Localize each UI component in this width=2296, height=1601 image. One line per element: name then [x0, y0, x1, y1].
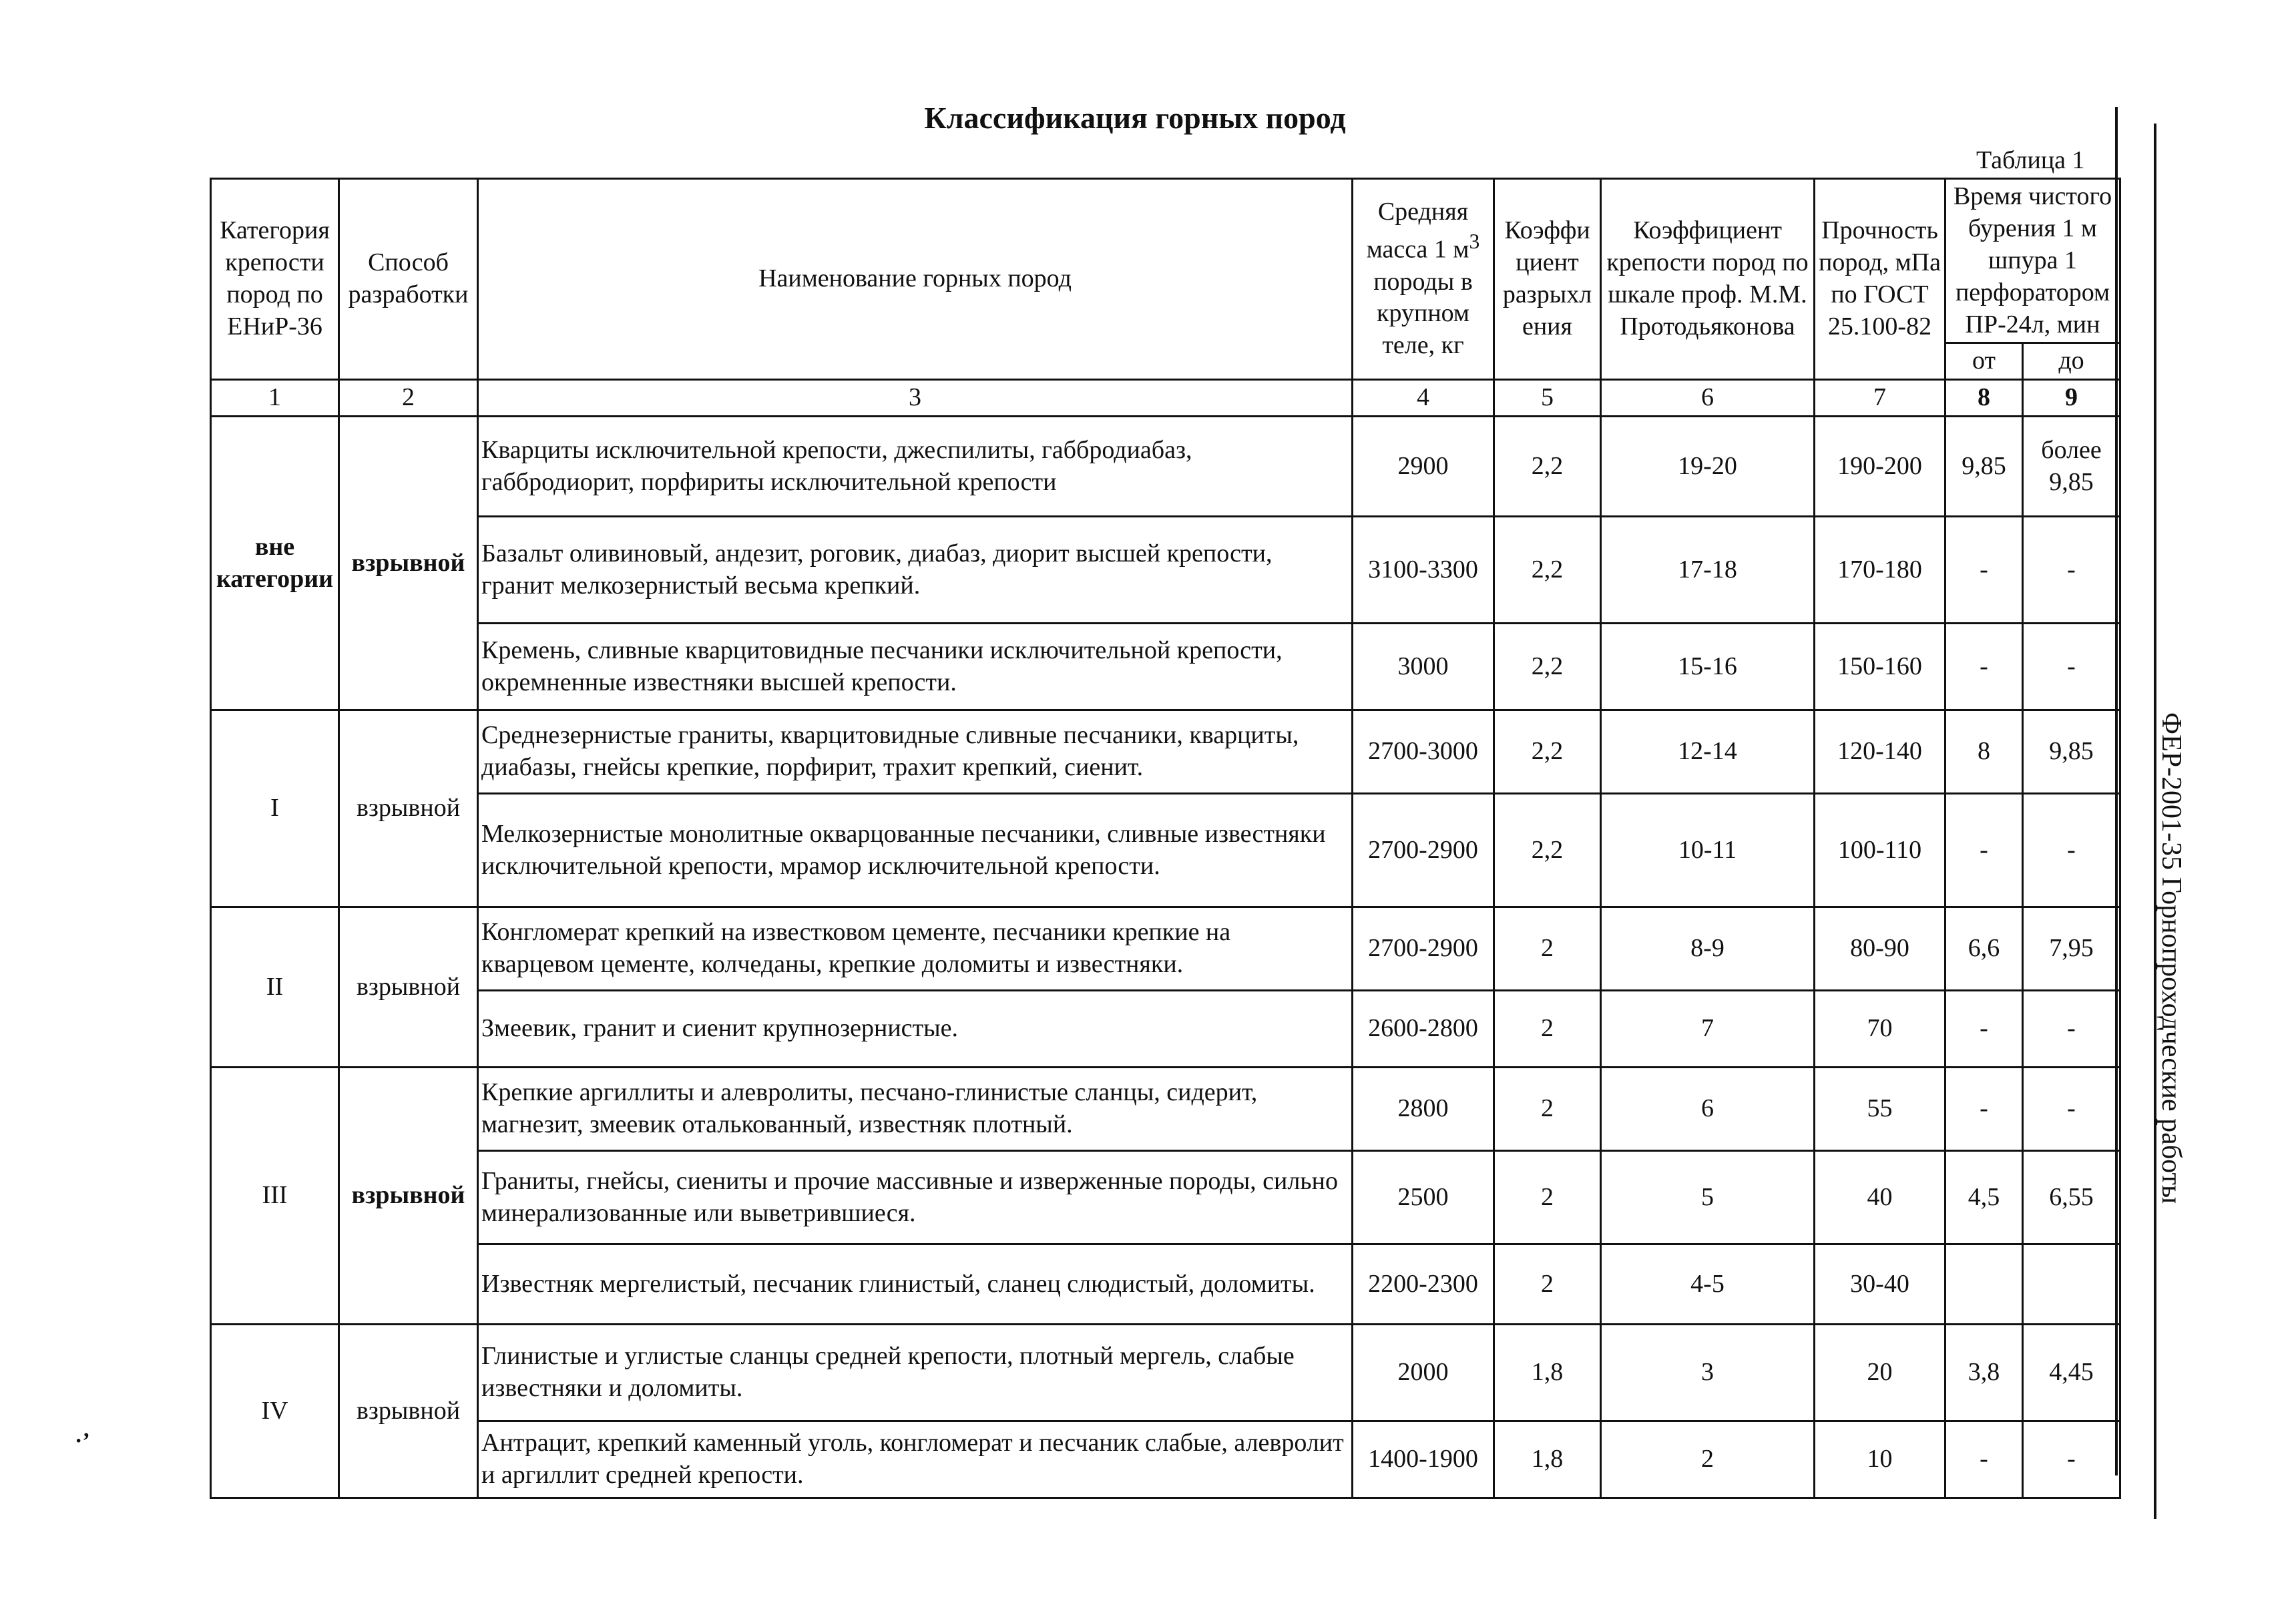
strength-cell: 55: [1815, 1068, 1945, 1151]
mass-cell: 1400-1900: [1353, 1421, 1494, 1498]
hardness-cell: 12-14: [1601, 710, 1815, 794]
drill-from-cell: 9,85: [1945, 417, 2023, 517]
column-number-row: [211, 380, 2120, 417]
rock-name-cell: Кварциты исключительной крепости, джеспилиты, габбродиабаз, габбродиорит, порфириты исключительной крепости: [478, 417, 1353, 517]
rock-name-cell: Глинистые и углистые сланцы средней крепости, плотный мергель, слабые известняки и доломиты.: [478, 1325, 1353, 1421]
column-number: 5: [1494, 380, 1601, 417]
drill-to-cell: более 9,85: [2023, 417, 2120, 517]
loosening-cell: 2,2: [1494, 794, 1601, 907]
table-row: [211, 794, 2120, 907]
rock-name-cell: Змеевик, гранит и сиенит крупнозернистые.: [478, 991, 1353, 1068]
drill-to-cell: -: [2023, 1068, 2120, 1151]
header-to: до: [2023, 343, 2120, 380]
header-loosening-coefficient: Коэффи циент разрыхл ения: [1494, 179, 1601, 380]
document-code-vertical: ФЕР-2001-35 Горнопроходческие работы: [2156, 712, 2187, 1204]
hardness-cell: 17-18: [1601, 517, 1815, 624]
drill-to-cell: 7,95: [2023, 907, 2120, 991]
mass-cell: 2000: [1353, 1325, 1494, 1421]
drill-to-cell: -: [2023, 991, 2120, 1068]
strength-cell: 80-90: [1815, 907, 1945, 991]
hardness-cell: 6: [1601, 1068, 1815, 1151]
rock-name-cell: Конгломерат крепкий на известковом цементе, песчаники крепкие на кварцевом цементе, колчеданы, крепкие доломиты и известняки.: [478, 907, 1353, 991]
strength-cell: 120-140: [1815, 710, 1945, 794]
rock-name-cell: Известняк мергелистый, песчаник глинистый, сланец слюдистый, доломиты.: [478, 1244, 1353, 1325]
drill-from-cell: 3,8: [1945, 1325, 2023, 1421]
method-cell: взрывной: [339, 1068, 478, 1325]
rock-classification-table: [210, 178, 2121, 1499]
table-row: [211, 1068, 2120, 1151]
category-cell: II: [211, 907, 339, 1068]
hardness-cell: 5: [1601, 1151, 1815, 1244]
strength-cell: 20: [1815, 1325, 1945, 1421]
header-strength: Прочность пород, мПа по ГОСТ 25.100-82: [1815, 179, 1945, 380]
strength-cell: 170-180: [1815, 517, 1945, 624]
hardness-cell: 15-16: [1601, 624, 1815, 710]
loosening-cell: 2,2: [1494, 517, 1601, 624]
table-row: [211, 517, 2120, 624]
column-number: 3: [478, 380, 1353, 417]
header-hardness-coefficient: Коэффициент крепости пород по шкале проф. М.М. Протодьяконова: [1601, 179, 1815, 380]
rock-name-cell: Кремень, сливные кварцитовидные песчаники исключительной крепости, окремненные известняки высшей крепости.: [478, 624, 1353, 710]
header-method: Способ разработки: [339, 179, 478, 380]
drill-to-cell: 6,55: [2023, 1151, 2120, 1244]
loosening-cell: 2: [1494, 991, 1601, 1068]
drill-to-cell: 9,85: [2023, 710, 2120, 794]
loosening-cell: 2: [1494, 1244, 1601, 1325]
method-cell: взрывной: [339, 907, 478, 1068]
loosening-cell: 2: [1494, 1068, 1601, 1151]
page-title: Классификация горных пород: [924, 101, 1346, 135]
drill-from-cell: -: [1945, 1068, 2023, 1151]
strength-cell: 100-110: [1815, 794, 1945, 907]
strength-cell: 30-40: [1815, 1244, 1945, 1325]
hardness-cell: 8-9: [1601, 907, 1815, 991]
drill-from-cell: -: [1945, 624, 2023, 710]
column-number: 6: [1601, 380, 1815, 417]
loosening-cell: 2: [1494, 907, 1601, 991]
strength-cell: 70: [1815, 991, 1945, 1068]
table-row: [211, 907, 2120, 991]
method-cell: взрывной: [339, 1325, 478, 1498]
rock-name-cell: Среднезернистые граниты, кварцитовидные сливные песчаники, кварциты, диабазы, гнейсы крепкие, порфирит, трахит крепкий, сиенит.: [478, 710, 1353, 794]
category-cell: III: [211, 1068, 339, 1325]
rock-name-cell: Граниты, гнейсы, сиениты и прочие массивные и изверженные породы, сильно минерализованные или выветрившиеся.: [478, 1151, 1353, 1244]
column-number: 8: [1945, 380, 2023, 417]
strength-cell: 150-160: [1815, 624, 1945, 710]
header-drilling-time: Время чистого бурения 1 м шпура 1 перфоратором ПР-24л, мин: [1945, 179, 2120, 343]
column-number: 4: [1353, 380, 1494, 417]
loosening-cell: 2,2: [1494, 710, 1601, 794]
category-cell: вне категории: [211, 417, 339, 710]
strength-cell: 190-200: [1815, 417, 1945, 517]
rock-name-cell: Мелкозернистые монолитные окварцованные песчаники, сливные известняки исключительной крепости, мрамор исключительной крепости.: [478, 794, 1353, 907]
category-cell: I: [211, 710, 339, 907]
mass-cell: 2500: [1353, 1151, 1494, 1244]
table-row: [211, 624, 2120, 710]
column-number: 1: [211, 380, 339, 417]
strength-cell: 40: [1815, 1151, 1945, 1244]
header-category: Категория крепости пород по ЕНиР-36: [211, 179, 339, 380]
mass-cell: 2700-3000: [1353, 710, 1494, 794]
drill-from-cell: [1945, 1244, 2023, 1325]
drill-from-cell: -: [1945, 794, 2023, 907]
hardness-cell: 4-5: [1601, 1244, 1815, 1325]
drill-from-cell: 8: [1945, 710, 2023, 794]
drill-from-cell: 4,5: [1945, 1151, 2023, 1244]
rock-name-cell: Крепкие аргиллиты и алевролиты, песчано-глинистые сланцы, сидерит, магнезит, змеевик отальковaнный, известняк плотный.: [478, 1068, 1353, 1151]
column-number: 2: [339, 380, 478, 417]
drill-to-cell: [2023, 1244, 2120, 1325]
method-cell: взрывной: [339, 710, 478, 907]
mass-cell: 2900: [1353, 417, 1494, 517]
loosening-cell: 2: [1494, 1151, 1601, 1244]
rock-name-cell: Антрацит, крепкий каменный уголь, конгломерат и песчаник слабые, алевролит и аргиллит средней крепости.: [478, 1421, 1353, 1498]
mass-cell: 2700-2900: [1353, 794, 1494, 907]
table-row: [211, 1421, 2120, 1498]
table-row: [211, 1244, 2120, 1325]
table-number-label: Таблица 1: [1976, 146, 2085, 174]
table-row: [211, 991, 2120, 1068]
mass-cell: 3000: [1353, 624, 1494, 710]
hardness-cell: 19-20: [1601, 417, 1815, 517]
loosening-cell: 1,8: [1494, 1325, 1601, 1421]
mass-cell: 3100-3300: [1353, 517, 1494, 624]
column-number: 7: [1815, 380, 1945, 417]
table-row: [211, 417, 2120, 517]
category-cell: IV: [211, 1325, 339, 1498]
mass-cell: 2700-2900: [1353, 907, 1494, 991]
drill-to-cell: -: [2023, 624, 2120, 710]
drill-to-cell: 4,45: [2023, 1325, 2120, 1421]
table-body: [211, 417, 2120, 1498]
hardness-cell: 2: [1601, 1421, 1815, 1498]
mass-cell: 2200-2300: [1353, 1244, 1494, 1325]
drill-to-cell: -: [2023, 794, 2120, 907]
hardness-cell: 10-11: [1601, 794, 1815, 907]
rock-name-cell: Базальт оливиновый, андезит, роговик, диабаз, диорит высшей крепости, гранит мелкозернистый весьма крепкий.: [478, 517, 1353, 624]
loosening-cell: 1,8: [1494, 1421, 1601, 1498]
drill-to-cell: -: [2023, 1421, 2120, 1498]
drill-to-cell: -: [2023, 517, 2120, 624]
table-row: [211, 1151, 2120, 1244]
drill-from-cell: -: [1945, 517, 2023, 624]
header-rock-name: Наименование горных пород: [478, 179, 1353, 380]
header-from: от: [1945, 343, 2023, 380]
hardness-cell: 7: [1601, 991, 1815, 1068]
page-corner-mark: ·ʼ: [75, 1429, 90, 1453]
table-row: [211, 1325, 2120, 1421]
table-row: [211, 710, 2120, 794]
drill-from-cell: -: [1945, 1421, 2023, 1498]
mass-cell: 2600-2800: [1353, 991, 1494, 1068]
mass-cell: 2800: [1353, 1068, 1494, 1151]
header-average-mass: Средняя масса 1 $м^3$ породы в крупном теле, кг: [1353, 179, 1494, 380]
strength-cell: 10: [1815, 1421, 1945, 1498]
column-number: 9: [2023, 380, 2120, 417]
method-cell: взрывной: [339, 417, 478, 710]
drill-from-cell: 6,6: [1945, 907, 2023, 991]
loosening-cell: 2,2: [1494, 417, 1601, 517]
loosening-cell: 2,2: [1494, 624, 1601, 710]
drill-from-cell: -: [1945, 991, 2023, 1068]
hardness-cell: 3: [1601, 1325, 1815, 1421]
